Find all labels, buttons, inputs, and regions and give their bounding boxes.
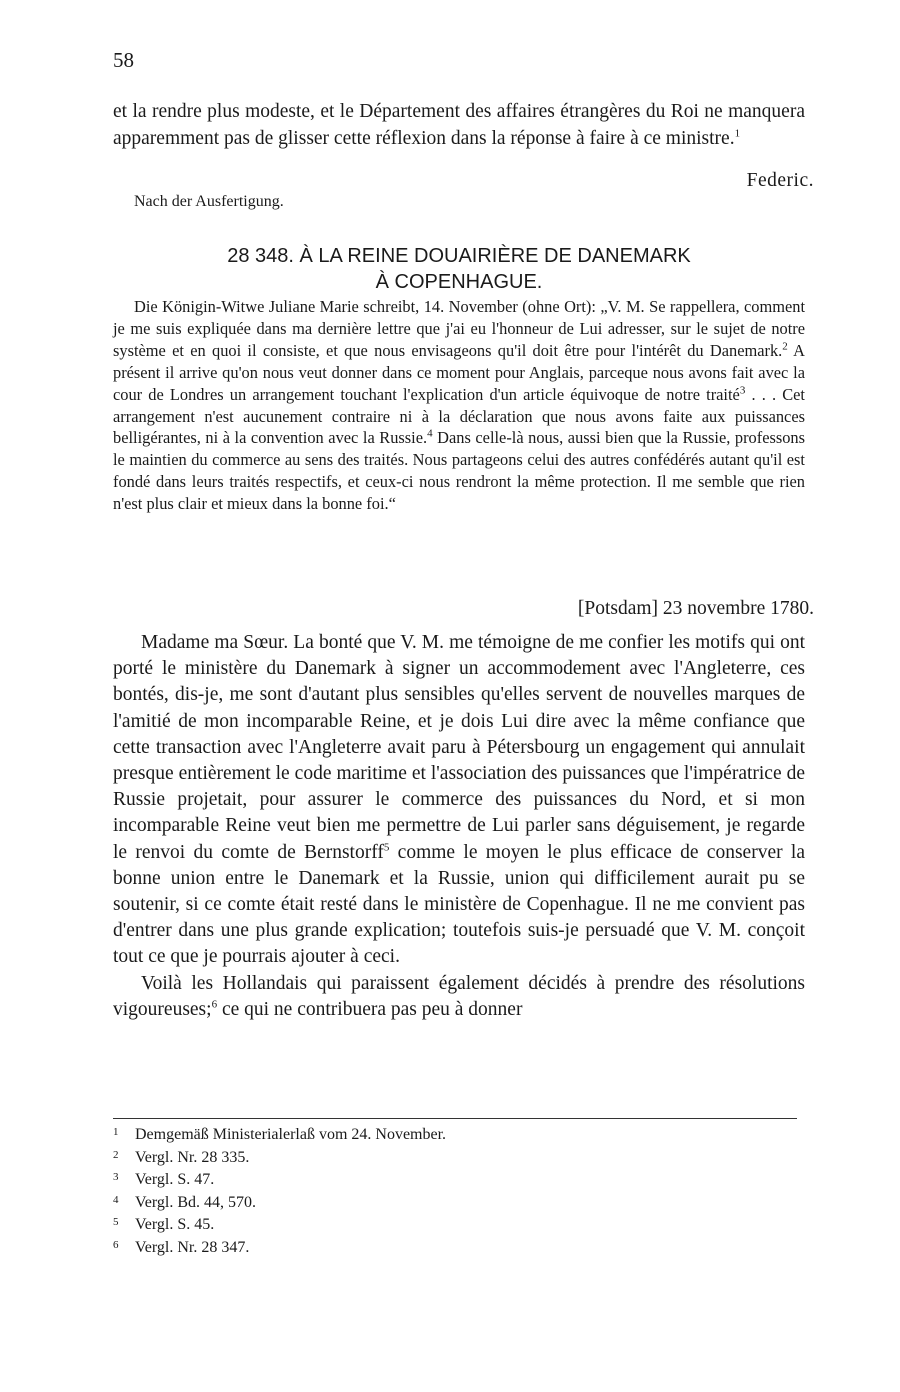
footnote-number: 4 xyxy=(113,1193,119,1206)
opening-paragraph xyxy=(113,98,805,152)
footnote-text: Vergl. Nr. 28 335. xyxy=(135,1148,250,1166)
quote-part-3: . . . Cet arrangement n'est aucunement contraire ni à la déclaration que nous avons faite aux puissances belligérantes, ni à la convention avec la Russie. xyxy=(113,384,805,448)
footnote-number: 1 xyxy=(113,1126,119,1138)
footnote-ref-2[interactable]: 2 xyxy=(782,340,788,353)
footnote xyxy=(113,1237,446,1260)
quote-part-2: A présent il arrive qu'on nous veut donner dans ce moment pour Anglais, parceque nous avons fait avec la cour de Londres un arrangement touchant l'explication d'un article équivoque de notre traité xyxy=(113,340,805,404)
letter-paragraph-1 xyxy=(113,630,805,971)
footnote-ref-4[interactable]: 4 xyxy=(427,427,433,440)
letter-p1-part-1: Madame ma Sœur. La bonté que V. M. me témoigne de me confier les motifs qui ont porté le ministère du Danemark à signer un accommodement avec l'Angleterre, ces bontés, dis-je, me sont d'autant plus sensibles qu'elles servent de nouvelles marques de l'amitié de mon incomparable Reine, et je dois Lui dire avec la même confiance que cette transaction avec l'Angleterre avait paru à Pétersbourg un engagement qui annulait presque entièrement le code maritime et l'association des puissances que l'impératrice de Russie projetait, pour assurer le commerce des puissances du Nord, et si mon incomparable Reine veut bien me permettre de Lui parler sans déguisement, je regarde le renvoi du comte de Bernstorff xyxy=(113,632,805,863)
letter-paragraph-2 xyxy=(113,971,805,1023)
footnotes xyxy=(113,1124,446,1259)
letter-p1-part-2: comme le moyen le plus efficace de conserver la bonne union entre le Danemark et la Russie, union qui difficilement aurait pu se soutenir, si ce comte était resté dans le ministère de Copenhague. Il ne me convient pas d'entrer dans une plus grande explication; toutefois suis-je persuadé que V. M. conçoit tout ce que je pourrais ajouter à ceci. xyxy=(113,841,805,968)
footnote-divider xyxy=(113,1118,797,1119)
quote-part-1: Die Königin-Witwe Juliane Marie schreibt, 14. November (ohne Ort): „V. M. Se rappellera, comment je me suis expliquée dans ma dernière lettre que j'ai eu l'honneur de Lui adresser, sur le sujet de notre système et en quoi il consiste, et que nous envisageons qu'il doit être pour l'intérêt du Danemark. xyxy=(113,297,805,360)
letter-heading xyxy=(113,243,805,295)
heading-line-1: 28 348. À LA REINE DOUAIRIÈRE DE DANEMARK xyxy=(227,245,691,267)
quoted-letter xyxy=(113,296,805,515)
page-number: 58 xyxy=(113,48,134,72)
dateline: [Potsdam] 23 novembre 1780. xyxy=(577,598,814,619)
footnote-ref-5[interactable]: 5 xyxy=(383,841,390,854)
quote-part-4: Dans celle-là nous, aussi bien que la Russie, professons le maintien du commerce au sens des traités. Nous partageons celui des autres confédérés autant qu'il est fondé dans leurs traités respectifs, et ceux-ci nous rendront la même protection. Il me semble que rien n'est plus clair et mieux dans la bonne foi.“ xyxy=(113,428,805,514)
opening-paragraph-text: et la rendre plus modeste, et le Département des affaires étrangères du Roi ne manquera apparemment pas de glisser cette réflexion dans la réponse à faire à ce ministre. xyxy=(113,101,805,149)
footnote xyxy=(113,1169,446,1192)
heading-line-2: À COPENHAGUE. xyxy=(375,271,543,293)
letter-p2-part-2: ce qui ne contribuera pas peu à donner xyxy=(217,998,523,1020)
letter-body xyxy=(113,630,805,1023)
footnote-ref-6[interactable]: 6 xyxy=(211,998,218,1011)
footnote-text: Vergl. S. 45. xyxy=(135,1216,215,1233)
footnote-ref-3[interactable]: 3 xyxy=(739,384,746,397)
footnote-ref-1[interactable]: 1 xyxy=(734,127,741,140)
source-note: Nach der Ausfertigung. xyxy=(134,193,284,210)
footnote-text: Vergl. S. 47. xyxy=(135,1171,215,1188)
footnote-number: 2 xyxy=(113,1148,119,1161)
footnote xyxy=(113,1147,446,1170)
footnote xyxy=(113,1192,446,1215)
footnote xyxy=(113,1214,446,1237)
footnote xyxy=(113,1124,446,1147)
letter-p2-part-1: Voilà les Hollandais qui paraissent également décidés à prendre des résolutions vigoureuses; xyxy=(113,972,805,1020)
signature: Federic. xyxy=(746,170,814,191)
footnote-number: 6 xyxy=(113,1238,119,1251)
footnote-text: Vergl. Bd. 44, 570. xyxy=(135,1193,257,1211)
footnote-number: 5 xyxy=(113,1216,119,1228)
footnote-text: Demgemäß Ministerialerlaß vom 24. November. xyxy=(135,1126,447,1143)
footnote-text: Vergl. Nr. 28 347. xyxy=(135,1238,250,1256)
footnote-number: 3 xyxy=(113,1171,119,1183)
